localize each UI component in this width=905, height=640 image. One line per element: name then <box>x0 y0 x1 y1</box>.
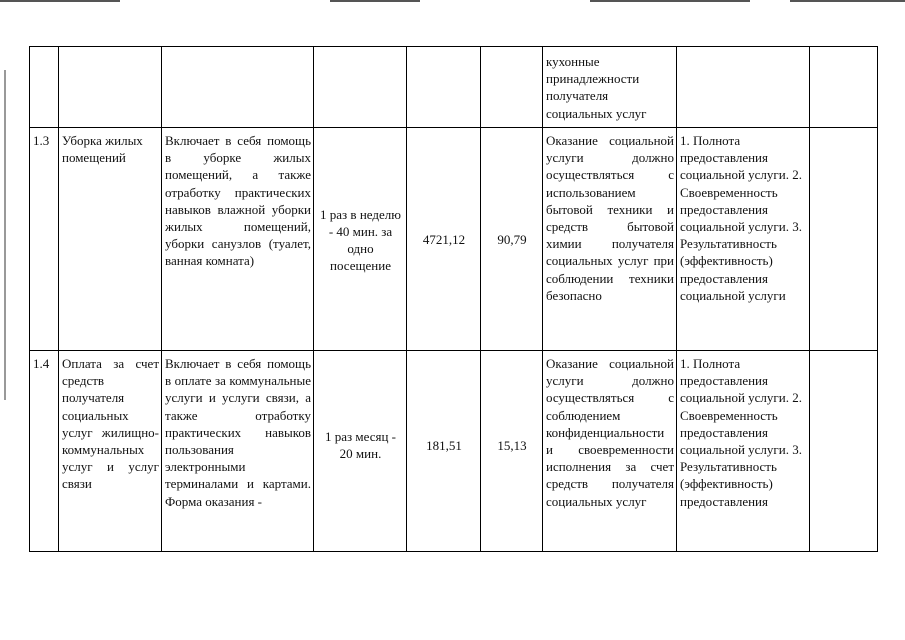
extra-cell <box>810 47 878 128</box>
extra-cell <box>810 128 878 351</box>
service-description: Включает в себя помощь в оплате за коммунальные услуги и услуги связи, а также отработку практических навыков пользования электронными терминалами и картами. Форма оказания - <box>162 351 314 552</box>
service-description <box>162 47 314 128</box>
service-time <box>481 47 543 128</box>
row-number <box>30 47 59 128</box>
service-name <box>59 47 162 128</box>
scan-edge-line <box>0 0 120 2</box>
service-price: 181,51 <box>407 351 481 552</box>
service-frequency: 1 раз в неделю - 40 мин. за одно посещение <box>314 128 407 351</box>
service-price <box>407 47 481 128</box>
quality-indicators: 1. Полнота предоставления социальной услуги. 2. Своевременность предоставления социальной услуги. 3. Результативность (эффективность) предоставления социальной услуги <box>677 128 810 351</box>
row-number: 1.3 <box>30 128 59 351</box>
service-description: Включает в себя помощь в уборке жилых помещений, а также отработку практических навыков влажной уборки жилых помещений, уборки санузлов (туалет, ванная комната) <box>162 128 314 351</box>
scan-edge-line <box>790 0 905 2</box>
service-frequency: 1 раз месяц - 20 мин. <box>314 351 407 552</box>
quality-indicators <box>677 47 810 128</box>
services-table <box>29 46 878 552</box>
table-row <box>30 128 878 351</box>
service-frequency <box>314 47 407 128</box>
service-time: 90,79 <box>481 128 543 351</box>
quality-indicators: 1. Полнота предоставления социальной услуги. 2. Своевременность предоставления социальной услуги. 3. Результативность (эффективность) предоставления <box>677 351 810 552</box>
extra-cell <box>810 351 878 552</box>
service-name: Оплата за счет средств получателя социальных услуг жилищно-коммунальных услуг и услуг связи <box>59 351 162 552</box>
scan-edge-line <box>4 70 6 400</box>
service-name: Уборка жилых помещений <box>59 128 162 351</box>
service-price: 4721,12 <box>407 128 481 351</box>
service-time: 15,13 <box>481 351 543 552</box>
service-conditions: Оказание социальной услуги должно осуществляться с использованием бытовой техники и средств бытовой химии получателя социальных услуг при соблюдении техники безопасно <box>543 128 677 351</box>
service-conditions: Оказание социальной услуги должно осуществляться с соблюдением конфиденциальности и своевременности исполнения за счет средств получателя социальных услуг <box>543 351 677 552</box>
table-row <box>30 47 878 128</box>
table-row <box>30 351 878 552</box>
scan-edge-line <box>590 0 750 2</box>
row-number: 1.4 <box>30 351 59 552</box>
scan-edge-line <box>330 0 420 2</box>
service-conditions: кухонные принадлежности получателя социальных услуг <box>543 47 677 128</box>
